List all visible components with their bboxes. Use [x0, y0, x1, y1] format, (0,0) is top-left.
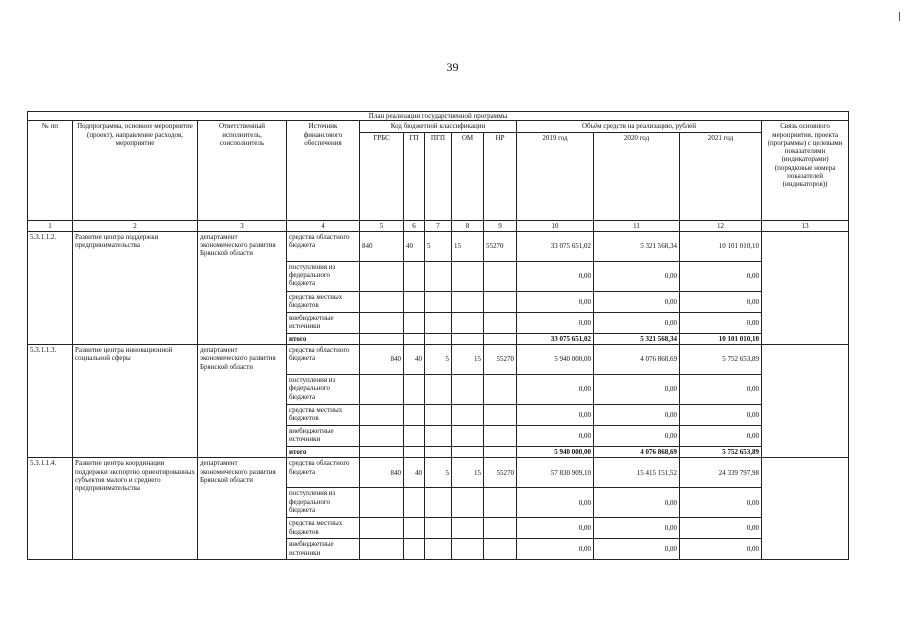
- source-total: итого: [287, 447, 360, 458]
- code-om: 15: [452, 458, 484, 488]
- code-empty: [360, 539, 404, 560]
- code-empty: [452, 261, 484, 291]
- table-row: [28, 458, 849, 488]
- column-number: 11: [594, 220, 680, 231]
- code-empty: [360, 261, 404, 291]
- total-2020: 4 076 868,69: [594, 447, 680, 458]
- column-number: 1: [28, 220, 73, 231]
- value-2021: 10 101 010,10: [680, 231, 762, 261]
- value-2019: 0,00: [517, 405, 594, 426]
- code-om: 15: [452, 345, 484, 375]
- row-link: [762, 458, 849, 560]
- row-name: Развитие центра поддержки предпринимательства: [73, 231, 198, 344]
- code-empty: [425, 333, 452, 344]
- source-extra: внебюджетные источники: [287, 426, 360, 447]
- code-empty: [484, 518, 517, 539]
- source-federal: поступления из федерального бюджета: [287, 488, 360, 518]
- row-num: 5.3.1.1.3.: [28, 345, 73, 458]
- header-np: НР: [484, 132, 517, 220]
- value-2019: 5 940 000,00: [517, 345, 594, 375]
- column-number: 13: [762, 220, 849, 231]
- value-2019: 57 830 909,10: [517, 458, 594, 488]
- value-2019: 0,00: [517, 518, 594, 539]
- column-number: 5: [360, 220, 404, 231]
- value-2020: 0,00: [594, 312, 680, 333]
- value-2020: 0,00: [594, 488, 680, 518]
- value-2020: 0,00: [594, 539, 680, 560]
- code-empty: [484, 488, 517, 518]
- source-local: средства местных бюджетов: [287, 518, 360, 539]
- code-empty: [360, 291, 404, 312]
- value-2021: 0,00: [680, 405, 762, 426]
- header-source: Источник финансового обеспечения: [287, 121, 360, 220]
- header-pgp: ПГП: [425, 132, 452, 220]
- value-2019: 0,00: [517, 291, 594, 312]
- code-pgp: 5: [425, 458, 452, 488]
- value-2020: 4 076 868,69: [594, 345, 680, 375]
- code-gp: 40: [404, 231, 425, 261]
- code-empty: [404, 291, 425, 312]
- code-empty: [425, 539, 452, 560]
- code-pgp: 5: [425, 345, 452, 375]
- value-2019: 0,00: [517, 261, 594, 291]
- column-number: 7: [425, 220, 452, 231]
- source-regional: средства областного бюджета: [287, 458, 360, 488]
- plan-table: [27, 111, 849, 560]
- column-number: 8: [452, 220, 484, 231]
- code-empty: [425, 312, 452, 333]
- code-empty: [404, 375, 425, 405]
- table-row: [28, 345, 849, 375]
- value-2021: 0,00: [680, 488, 762, 518]
- code-np: 55270: [484, 458, 517, 488]
- code-gp: 40: [404, 458, 425, 488]
- header-num: № пп: [28, 121, 73, 220]
- value-2021: 0,00: [680, 375, 762, 405]
- row-num: 5.3.1.1.4.: [28, 458, 73, 560]
- source-local: средства местных бюджетов: [287, 291, 360, 312]
- table-title: План реализации государственной программы: [28, 112, 849, 121]
- row-responsible: департамент экономического развития Брянской области: [198, 345, 287, 458]
- code-empty: [452, 447, 484, 458]
- code-np: 55270: [484, 231, 517, 261]
- row-responsible: департамент экономического развития Брянской области: [198, 458, 287, 560]
- code-empty: [360, 447, 404, 458]
- source-regional: средства областного бюджета: [287, 345, 360, 375]
- total-2021: 5 752 653,89: [680, 447, 762, 458]
- value-2020: 0,00: [594, 426, 680, 447]
- value-2021: 0,00: [680, 261, 762, 291]
- row-link: [762, 231, 849, 344]
- code-empty: [425, 488, 452, 518]
- header-subprogram: Подпрограмма, основное мероприятие (проект), направление расходов, мероприятие: [73, 121, 198, 220]
- code-empty: [404, 426, 425, 447]
- row-num: 5.3.1.1.2.: [28, 231, 73, 344]
- value-2020: 15 415 151,52: [594, 458, 680, 488]
- code-empty: [404, 312, 425, 333]
- row-link: [762, 345, 849, 458]
- header-link: Связь основного мероприятия, проекта (программы) с целевыми показателями (индикаторами) (порядковые номера показателей (индикаторов)): [762, 121, 849, 220]
- code-empty: [425, 291, 452, 312]
- value-2021: 0,00: [680, 539, 762, 560]
- column-number: 6: [404, 220, 425, 231]
- header-2021: 2021 год: [680, 132, 762, 220]
- value-2019: 33 075 651,02: [517, 231, 594, 261]
- code-empty: [484, 426, 517, 447]
- value-2021: 0,00: [680, 291, 762, 312]
- row-responsible: департамент экономического развития Брянской области: [198, 231, 287, 344]
- column-number: 12: [680, 220, 762, 231]
- value-2020: 0,00: [594, 291, 680, 312]
- column-number: 10: [517, 220, 594, 231]
- code-empty: [404, 518, 425, 539]
- header-budget-code: Код бюджетной классификации: [360, 121, 517, 132]
- code-empty: [425, 261, 452, 291]
- code-empty: [425, 375, 452, 405]
- code-empty: [484, 312, 517, 333]
- code-empty: [404, 447, 425, 458]
- code-empty: [484, 333, 517, 344]
- header-2019: 2019 год: [517, 132, 594, 220]
- code-empty: [452, 539, 484, 560]
- code-empty: [425, 518, 452, 539]
- value-2019: 0,00: [517, 312, 594, 333]
- code-empty: [425, 405, 452, 426]
- code-empty: [452, 488, 484, 518]
- value-2021: 5 752 653,89: [680, 345, 762, 375]
- code-pgp: 5: [425, 231, 452, 261]
- row-name: Развитие центра координации поддержки экспортно ориентированных субъектов малого и среднего предпринимательства: [73, 458, 198, 560]
- code-empty: [360, 375, 404, 405]
- code-empty: [484, 375, 517, 405]
- value-2021: 24 339 797,98: [680, 458, 762, 488]
- value-2020: 0,00: [594, 375, 680, 405]
- code-empty: [404, 488, 425, 518]
- code-empty: [452, 518, 484, 539]
- value-2019: 0,00: [517, 488, 594, 518]
- source-local: средства местных бюджетов: [287, 405, 360, 426]
- value-2020: 0,00: [594, 518, 680, 539]
- source-extra: внебюджетные источники: [287, 539, 360, 560]
- row-name: Развитие центра инновационной социальной сферы: [73, 345, 198, 458]
- code-grbs: 840: [360, 345, 404, 375]
- code-empty: [404, 539, 425, 560]
- code-empty: [360, 312, 404, 333]
- value-2021: 0,00: [680, 312, 762, 333]
- value-2020: 0,00: [594, 261, 680, 291]
- code-empty: [425, 426, 452, 447]
- code-empty: [484, 261, 517, 291]
- source-federal: поступления из федерального бюджета: [287, 261, 360, 291]
- code-empty: [404, 261, 425, 291]
- code-empty: [360, 405, 404, 426]
- column-number: 9: [484, 220, 517, 231]
- source-federal: поступления из федерального бюджета: [287, 375, 360, 405]
- header-volume: Объём средств на реализацию, рублей: [517, 121, 762, 132]
- total-2020: 5 321 568,34: [594, 333, 680, 344]
- code-grbs: 840: [360, 231, 404, 261]
- total-2019: 5 940 000,00: [517, 447, 594, 458]
- code-np: 55270: [484, 345, 517, 375]
- code-empty: [484, 405, 517, 426]
- value-2019: 0,00: [517, 426, 594, 447]
- column-number: 4: [287, 220, 360, 231]
- code-empty: [452, 333, 484, 344]
- source-total: итого: [287, 333, 360, 344]
- code-empty: [452, 375, 484, 405]
- header-responsible: Ответственный исполнитель, соисполнитель: [198, 121, 287, 220]
- code-empty: [452, 312, 484, 333]
- source-regional: средства областного бюджета: [287, 231, 360, 261]
- code-empty: [452, 405, 484, 426]
- column-number: 2: [73, 220, 198, 231]
- source-extra: внебюджетные источники: [287, 312, 360, 333]
- page-number: 39: [446, 60, 459, 74]
- column-number-row: [28, 220, 849, 231]
- header-2020: 2020 год: [594, 132, 680, 220]
- corner-mark: [899, 12, 900, 21]
- value-2019: 0,00: [517, 539, 594, 560]
- code-empty: [404, 333, 425, 344]
- header-grbs: ГРБС: [360, 132, 404, 220]
- code-empty: [484, 539, 517, 560]
- code-empty: [360, 426, 404, 447]
- value-2021: 0,00: [680, 518, 762, 539]
- code-empty: [452, 291, 484, 312]
- total-2019: 33 075 651,02: [517, 333, 594, 344]
- value-2020: 0,00: [594, 405, 680, 426]
- value-2021: 0,00: [680, 426, 762, 447]
- code-gp: 40: [404, 345, 425, 375]
- code-empty: [360, 518, 404, 539]
- total-2021: 10 101 010,10: [680, 333, 762, 344]
- code-empty: [484, 291, 517, 312]
- code-empty: [484, 447, 517, 458]
- code-empty: [404, 405, 425, 426]
- value-2020: 5 321 568,34: [594, 231, 680, 261]
- header-om: ОМ: [452, 132, 484, 220]
- code-empty: [360, 488, 404, 518]
- code-empty: [425, 447, 452, 458]
- header-gp: ГП: [404, 132, 425, 220]
- code-grbs: 840: [360, 458, 404, 488]
- code-empty: [452, 426, 484, 447]
- table-row: [28, 231, 849, 261]
- code-empty: [360, 333, 404, 344]
- code-om: 15: [452, 231, 484, 261]
- value-2019: 0,00: [517, 375, 594, 405]
- column-number: 3: [198, 220, 287, 231]
